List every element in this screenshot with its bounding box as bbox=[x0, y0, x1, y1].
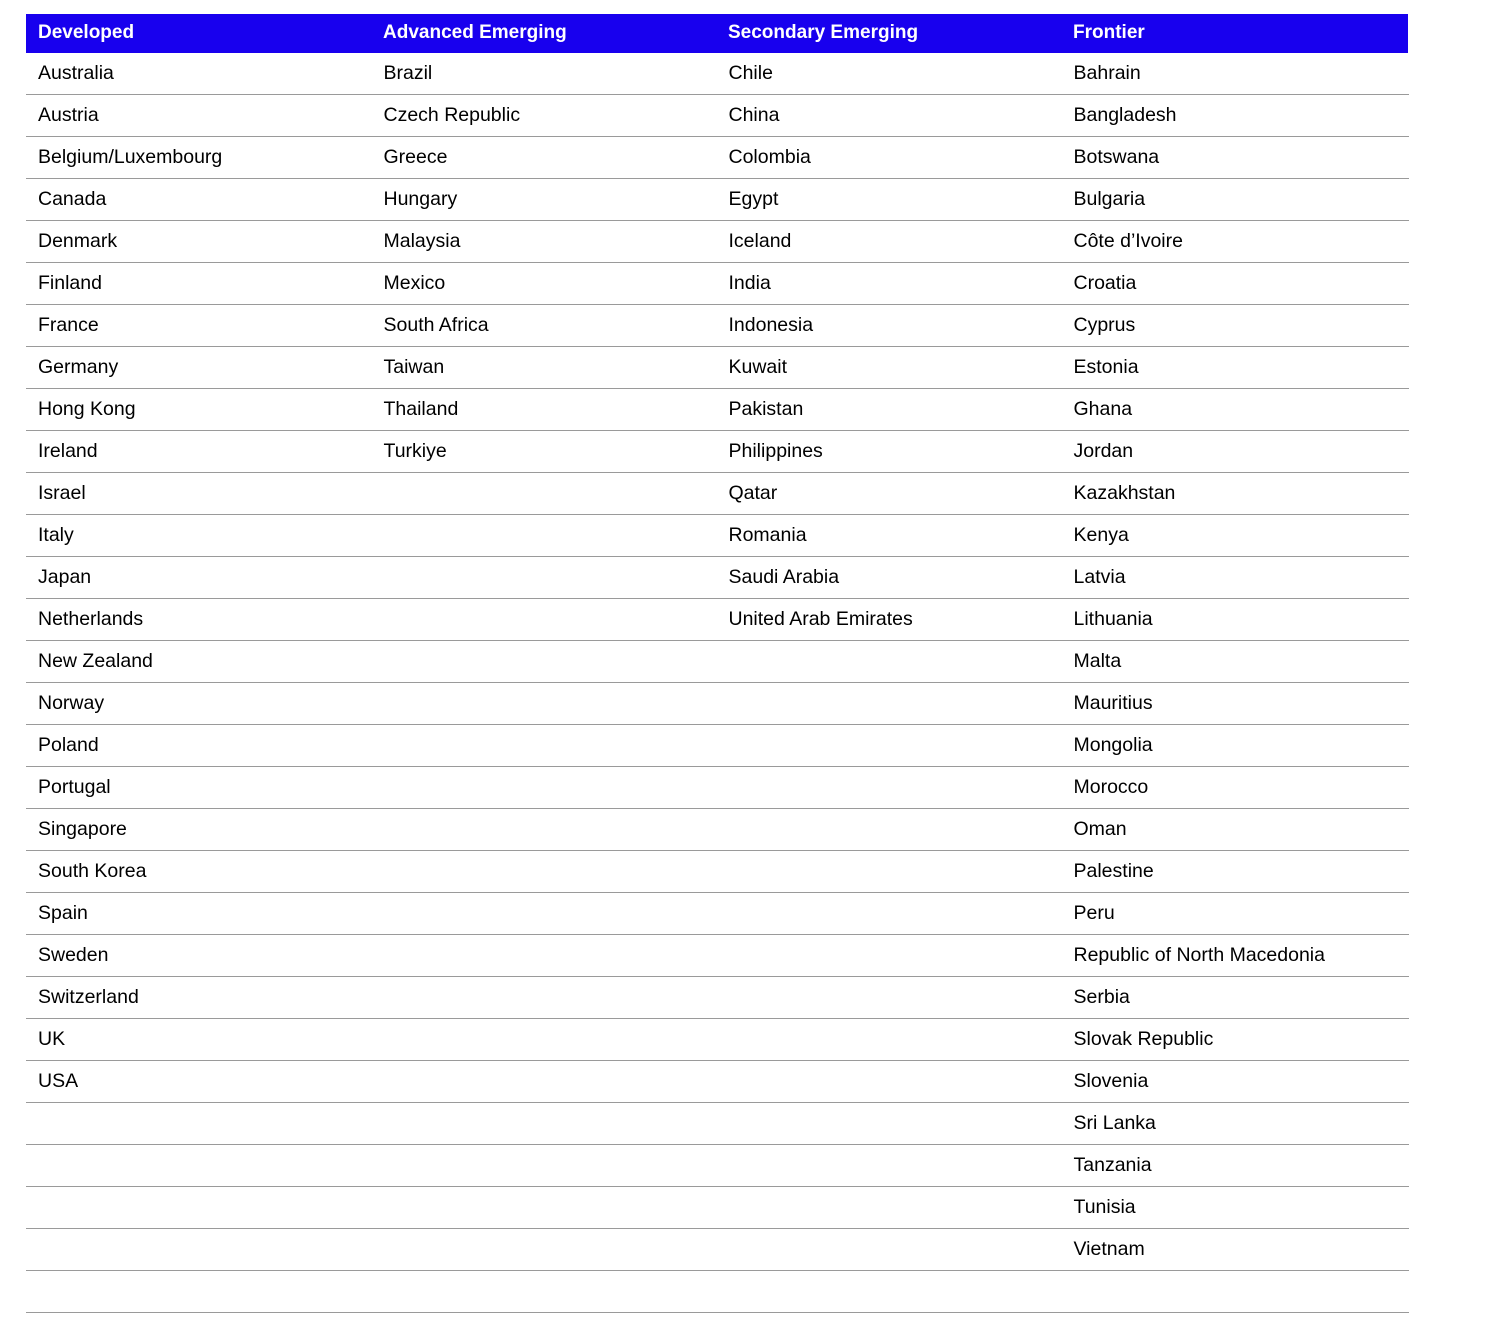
table-cell-empty bbox=[371, 599, 716, 641]
table-cell-empty bbox=[716, 851, 1061, 893]
table-row bbox=[26, 389, 1408, 431]
table-cell-country: Italy bbox=[26, 515, 371, 557]
table-cell-country: Serbia bbox=[1061, 977, 1408, 1019]
column-header-secondary-emerging: Secondary Emerging bbox=[716, 14, 1061, 53]
table-row bbox=[26, 557, 1408, 599]
table-cell-country: Sri Lanka bbox=[1061, 1103, 1408, 1145]
table-cell-country: USA bbox=[26, 1061, 371, 1103]
table-cell-country: Estonia bbox=[1061, 347, 1408, 389]
table-cell-country: Israel bbox=[26, 473, 371, 515]
table-cell-empty bbox=[371, 851, 716, 893]
table-cell-empty bbox=[716, 1019, 1061, 1061]
table-cell-country: Australia bbox=[26, 53, 371, 95]
table-cell-empty bbox=[716, 641, 1061, 683]
table-row bbox=[26, 347, 1408, 389]
table-cell-country: Mongolia bbox=[1061, 725, 1408, 767]
table-cell-country: Latvia bbox=[1061, 557, 1408, 599]
table-cell-country: Turkiye bbox=[371, 431, 716, 473]
table-cell-empty bbox=[371, 1019, 716, 1061]
table-cell-empty bbox=[371, 1103, 716, 1145]
table-row bbox=[26, 263, 1408, 305]
table-cell-empty bbox=[371, 515, 716, 557]
table-cell-country: Greece bbox=[371, 137, 716, 179]
table-cell-country: France bbox=[26, 305, 371, 347]
table-cell-empty bbox=[371, 683, 716, 725]
table-cell-country: Lithuania bbox=[1061, 599, 1408, 641]
table-cell-empty bbox=[371, 1061, 716, 1103]
table-cell-country: Bangladesh bbox=[1061, 95, 1408, 137]
table-cell-country: Netherlands bbox=[26, 599, 371, 641]
table-cell-empty bbox=[716, 977, 1061, 1019]
table-cell-country: Brazil bbox=[371, 53, 716, 95]
table-cell-empty bbox=[371, 1187, 716, 1229]
table-cell-empty bbox=[371, 1229, 716, 1271]
table-cell-empty bbox=[1061, 1271, 1408, 1313]
table-cell-country: India bbox=[716, 263, 1061, 305]
table-cell-empty bbox=[716, 1187, 1061, 1229]
table-cell-country: Kuwait bbox=[716, 347, 1061, 389]
table-cell-empty bbox=[371, 557, 716, 599]
table-cell-country: Singapore bbox=[26, 809, 371, 851]
table-cell-country: UK bbox=[26, 1019, 371, 1061]
table-cell-country: Bulgaria bbox=[1061, 179, 1408, 221]
table-row bbox=[26, 641, 1408, 683]
table-cell-empty bbox=[371, 1271, 716, 1313]
table-cell-empty bbox=[26, 1145, 371, 1187]
table-cell-empty bbox=[371, 893, 716, 935]
table-cell-country: Indonesia bbox=[716, 305, 1061, 347]
table-cell-empty bbox=[371, 1145, 716, 1187]
table-row bbox=[26, 683, 1408, 725]
table-cell-country: Jordan bbox=[1061, 431, 1408, 473]
table-cell-country: Bahrain bbox=[1061, 53, 1408, 95]
table-cell-country: Japan bbox=[26, 557, 371, 599]
table-row bbox=[26, 1271, 1408, 1313]
table-cell-country: Palestine bbox=[1061, 851, 1408, 893]
header-row bbox=[26, 14, 1408, 53]
table-cell-country: Mexico bbox=[371, 263, 716, 305]
table-cell-country: Chile bbox=[716, 53, 1061, 95]
table-cell-empty bbox=[716, 1271, 1061, 1313]
table-row bbox=[26, 1019, 1408, 1061]
table-cell-country: Thailand bbox=[371, 389, 716, 431]
table-cell-country: Austria bbox=[26, 95, 371, 137]
table-cell-country: Egypt bbox=[716, 179, 1061, 221]
table-cell-country: Ireland bbox=[26, 431, 371, 473]
table-row bbox=[26, 725, 1408, 767]
table-cell-empty bbox=[716, 809, 1061, 851]
table-cell-country: Republic of North Macedonia bbox=[1061, 935, 1408, 977]
table-cell-country: Morocco bbox=[1061, 767, 1408, 809]
table-cell-country: Sweden bbox=[26, 935, 371, 977]
table-cell-country: Spain bbox=[26, 893, 371, 935]
table-cell-country: Vietnam bbox=[1061, 1229, 1408, 1271]
table-cell-empty bbox=[716, 725, 1061, 767]
table-cell-country: Canada bbox=[26, 179, 371, 221]
table-cell-country: South Korea bbox=[26, 851, 371, 893]
table-cell-country: Pakistan bbox=[716, 389, 1061, 431]
country-classification-sheet bbox=[0, 14, 1488, 1326]
table-row bbox=[26, 1145, 1408, 1187]
table-cell-country: New Zealand bbox=[26, 641, 371, 683]
table-cell-empty bbox=[371, 725, 716, 767]
table-cell-country: Tanzania bbox=[1061, 1145, 1408, 1187]
table-cell-country: Portugal bbox=[26, 767, 371, 809]
table-cell-country: Slovenia bbox=[1061, 1061, 1408, 1103]
table-cell-country: United Arab Emirates bbox=[716, 599, 1061, 641]
table-cell-country: Kazakhstan bbox=[1061, 473, 1408, 515]
table-cell-empty bbox=[26, 1229, 371, 1271]
table-cell-country: Mauritius bbox=[1061, 683, 1408, 725]
country-classification-table bbox=[26, 14, 1409, 1313]
table-row bbox=[26, 53, 1408, 95]
table-row bbox=[26, 95, 1408, 137]
table-cell-country: Philippines bbox=[716, 431, 1061, 473]
table-body bbox=[26, 53, 1408, 1313]
table-row bbox=[26, 137, 1408, 179]
table-cell-country: Hong Kong bbox=[26, 389, 371, 431]
table-cell-country: Oman bbox=[1061, 809, 1408, 851]
table-row bbox=[26, 515, 1408, 557]
table-cell-empty bbox=[371, 473, 716, 515]
table-cell-empty bbox=[26, 1103, 371, 1145]
table-row bbox=[26, 1187, 1408, 1229]
table-row bbox=[26, 179, 1408, 221]
table-cell-empty bbox=[26, 1187, 371, 1229]
table-cell-country: Switzerland bbox=[26, 977, 371, 1019]
table-cell-country: Czech Republic bbox=[371, 95, 716, 137]
table-row bbox=[26, 221, 1408, 263]
table-row bbox=[26, 809, 1408, 851]
table-row bbox=[26, 431, 1408, 473]
table-cell-country: Romania bbox=[716, 515, 1061, 557]
table-cell-country: Saudi Arabia bbox=[716, 557, 1061, 599]
table-cell-country: China bbox=[716, 95, 1061, 137]
table-row bbox=[26, 1103, 1408, 1145]
table-cell-country: Côte d’Ivoire bbox=[1061, 221, 1408, 263]
table-row bbox=[26, 977, 1408, 1019]
table-cell-empty bbox=[371, 935, 716, 977]
table-row bbox=[26, 851, 1408, 893]
column-header-advanced-emerging: Advanced Emerging bbox=[371, 14, 716, 53]
table-cell-country: Iceland bbox=[716, 221, 1061, 263]
table-cell-empty bbox=[716, 1145, 1061, 1187]
table-cell-country: Belgium/Luxembourg bbox=[26, 137, 371, 179]
table-cell-empty bbox=[26, 1271, 371, 1313]
table-row bbox=[26, 599, 1408, 641]
table-cell-empty bbox=[716, 1103, 1061, 1145]
table-cell-country: Finland bbox=[26, 263, 371, 305]
table-cell-country: Hungary bbox=[371, 179, 716, 221]
table-cell-empty bbox=[716, 1229, 1061, 1271]
table-cell-empty bbox=[371, 767, 716, 809]
table-row bbox=[26, 1061, 1408, 1103]
table-cell-empty bbox=[371, 977, 716, 1019]
table-cell-country: Qatar bbox=[716, 473, 1061, 515]
table-cell-country: Peru bbox=[1061, 893, 1408, 935]
table-cell-country: Ghana bbox=[1061, 389, 1408, 431]
table-cell-country: Slovak Republic bbox=[1061, 1019, 1408, 1061]
table-cell-country: Botswana bbox=[1061, 137, 1408, 179]
table-cell-country: Poland bbox=[26, 725, 371, 767]
table-header bbox=[26, 14, 1408, 53]
table-cell-empty bbox=[716, 893, 1061, 935]
table-cell-empty bbox=[371, 809, 716, 851]
table-row bbox=[26, 305, 1408, 347]
table-cell-country: Denmark bbox=[26, 221, 371, 263]
table-row bbox=[26, 935, 1408, 977]
column-header-frontier: Frontier bbox=[1061, 14, 1408, 53]
table-cell-country: Croatia bbox=[1061, 263, 1408, 305]
table-cell-country: Tunisia bbox=[1061, 1187, 1408, 1229]
table-row bbox=[26, 893, 1408, 935]
table-cell-country: Taiwan bbox=[371, 347, 716, 389]
table-cell-country: Kenya bbox=[1061, 515, 1408, 557]
table-cell-country: Germany bbox=[26, 347, 371, 389]
table-cell-empty bbox=[716, 767, 1061, 809]
table-cell-country: Cyprus bbox=[1061, 305, 1408, 347]
table-cell-country: South Africa bbox=[371, 305, 716, 347]
table-cell-country: Colombia bbox=[716, 137, 1061, 179]
table-row bbox=[26, 767, 1408, 809]
table-cell-empty bbox=[716, 935, 1061, 977]
table-cell-country: Malaysia bbox=[371, 221, 716, 263]
table-cell-empty bbox=[716, 1061, 1061, 1103]
table-cell-empty bbox=[716, 683, 1061, 725]
table-cell-empty bbox=[371, 641, 716, 683]
table-row bbox=[26, 473, 1408, 515]
table-row bbox=[26, 1229, 1408, 1271]
table-cell-country: Norway bbox=[26, 683, 371, 725]
table-cell-country: Malta bbox=[1061, 641, 1408, 683]
column-header-developed: Developed bbox=[26, 14, 371, 53]
